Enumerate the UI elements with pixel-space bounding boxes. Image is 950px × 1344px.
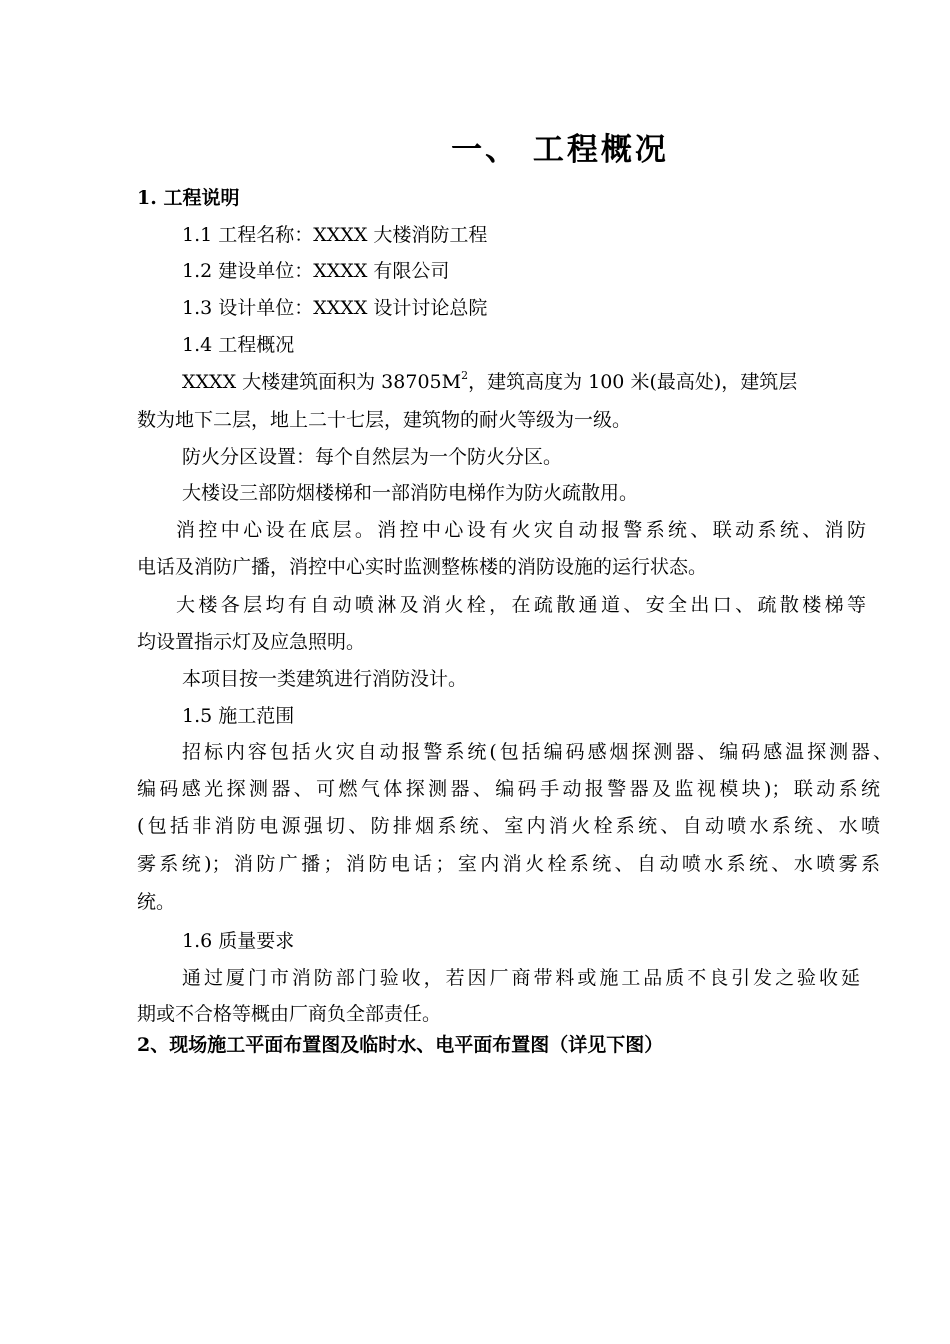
- scope-line-5: 统。: [137, 891, 176, 913]
- overview-paragraph-5-line-1: 大楼各层均有自动喷淋及消火栓，在疏散通道、安全出口、疏散楼梯等: [176, 594, 866, 616]
- item-1-3-design-unit: 1.3 设计单位：XXXX 设计讨论总院: [182, 297, 488, 319]
- item-1-4-heading: 1.4 工程概况: [182, 334, 295, 356]
- item-1-6-heading: 1.6 质量要求: [182, 930, 295, 952]
- scope-line-4: 雾系统)；消防广播；消防电话；室内消火栓系统、自动喷水系统、水喷雾系: [137, 853, 880, 875]
- overview-paragraph-4-line-1: 消控中心设在底层。消控中心设有火灾自动报警系统、联动系统、消防: [176, 519, 866, 541]
- section-2-heading: 2、现场施工平面布置图及临时水、电平面布置图（详见下图）: [137, 1034, 664, 1056]
- item-1-2-construction-unit: 1.2 建设单位：XXXX 有限公司: [182, 260, 450, 282]
- section-1-heading: 1. 工程说明: [137, 187, 240, 209]
- overview-paragraph-1-line-1: [182, 369, 862, 395]
- overview-paragraph-1-line-2: 数为地下二层，地上二十七层，建筑物的耐火等级为一级。: [137, 409, 632, 431]
- quality-line-1: 通过厦门市消防部门验收，若因厂商带料或施工品质不良引发之验收延: [182, 967, 860, 989]
- quality-line-2: 期或不合格等概由厂商负全部责任。: [137, 1003, 442, 1025]
- scope-line-1: 招标内容包括火灾自动报警系统(包括编码感烟探测器、编码感温探测器、: [182, 741, 892, 763]
- overview-paragraph-3: 大楼设三部防烟楼梯和一部消防电梯作为防火疏散用。: [182, 482, 639, 504]
- overview-paragraph-4-line-2: 电话及消防广播，消控中心实时监测整栋楼的消防设施的运行状态。: [137, 556, 708, 578]
- overview-paragraph-5-line-2: 均设置指示灯及应急照明。: [137, 631, 366, 653]
- item-1-5-heading: 1.5 施工范围: [182, 705, 295, 727]
- scope-line-2: 编码感光探测器、可燃气体探测器、编码手动报警器及监视模块)；联动系统: [137, 778, 880, 800]
- superscript-2: 2: [461, 369, 469, 382]
- page-title: 一、 工程概况: [451, 132, 669, 168]
- overview-area-text: XXXX 大楼建筑面积为 38705M: [182, 371, 462, 393]
- item-1-1-project-name: 1.1 工程名称：XXXX 大楼消防工程: [182, 224, 488, 246]
- overview-paragraph-6: 本项目按一类建筑进行消防没计。: [182, 668, 468, 690]
- scope-line-3: (包括非消防电源强切、防排烟系统、室内消火栓系统、自动喷水系统、水喷: [137, 815, 880, 837]
- overview-height-text: ，建筑高度为 100 米(最高处)，建筑层: [468, 371, 798, 393]
- overview-paragraph-2: 防火分区设置：每个自然层为一个防火分区。: [182, 446, 563, 468]
